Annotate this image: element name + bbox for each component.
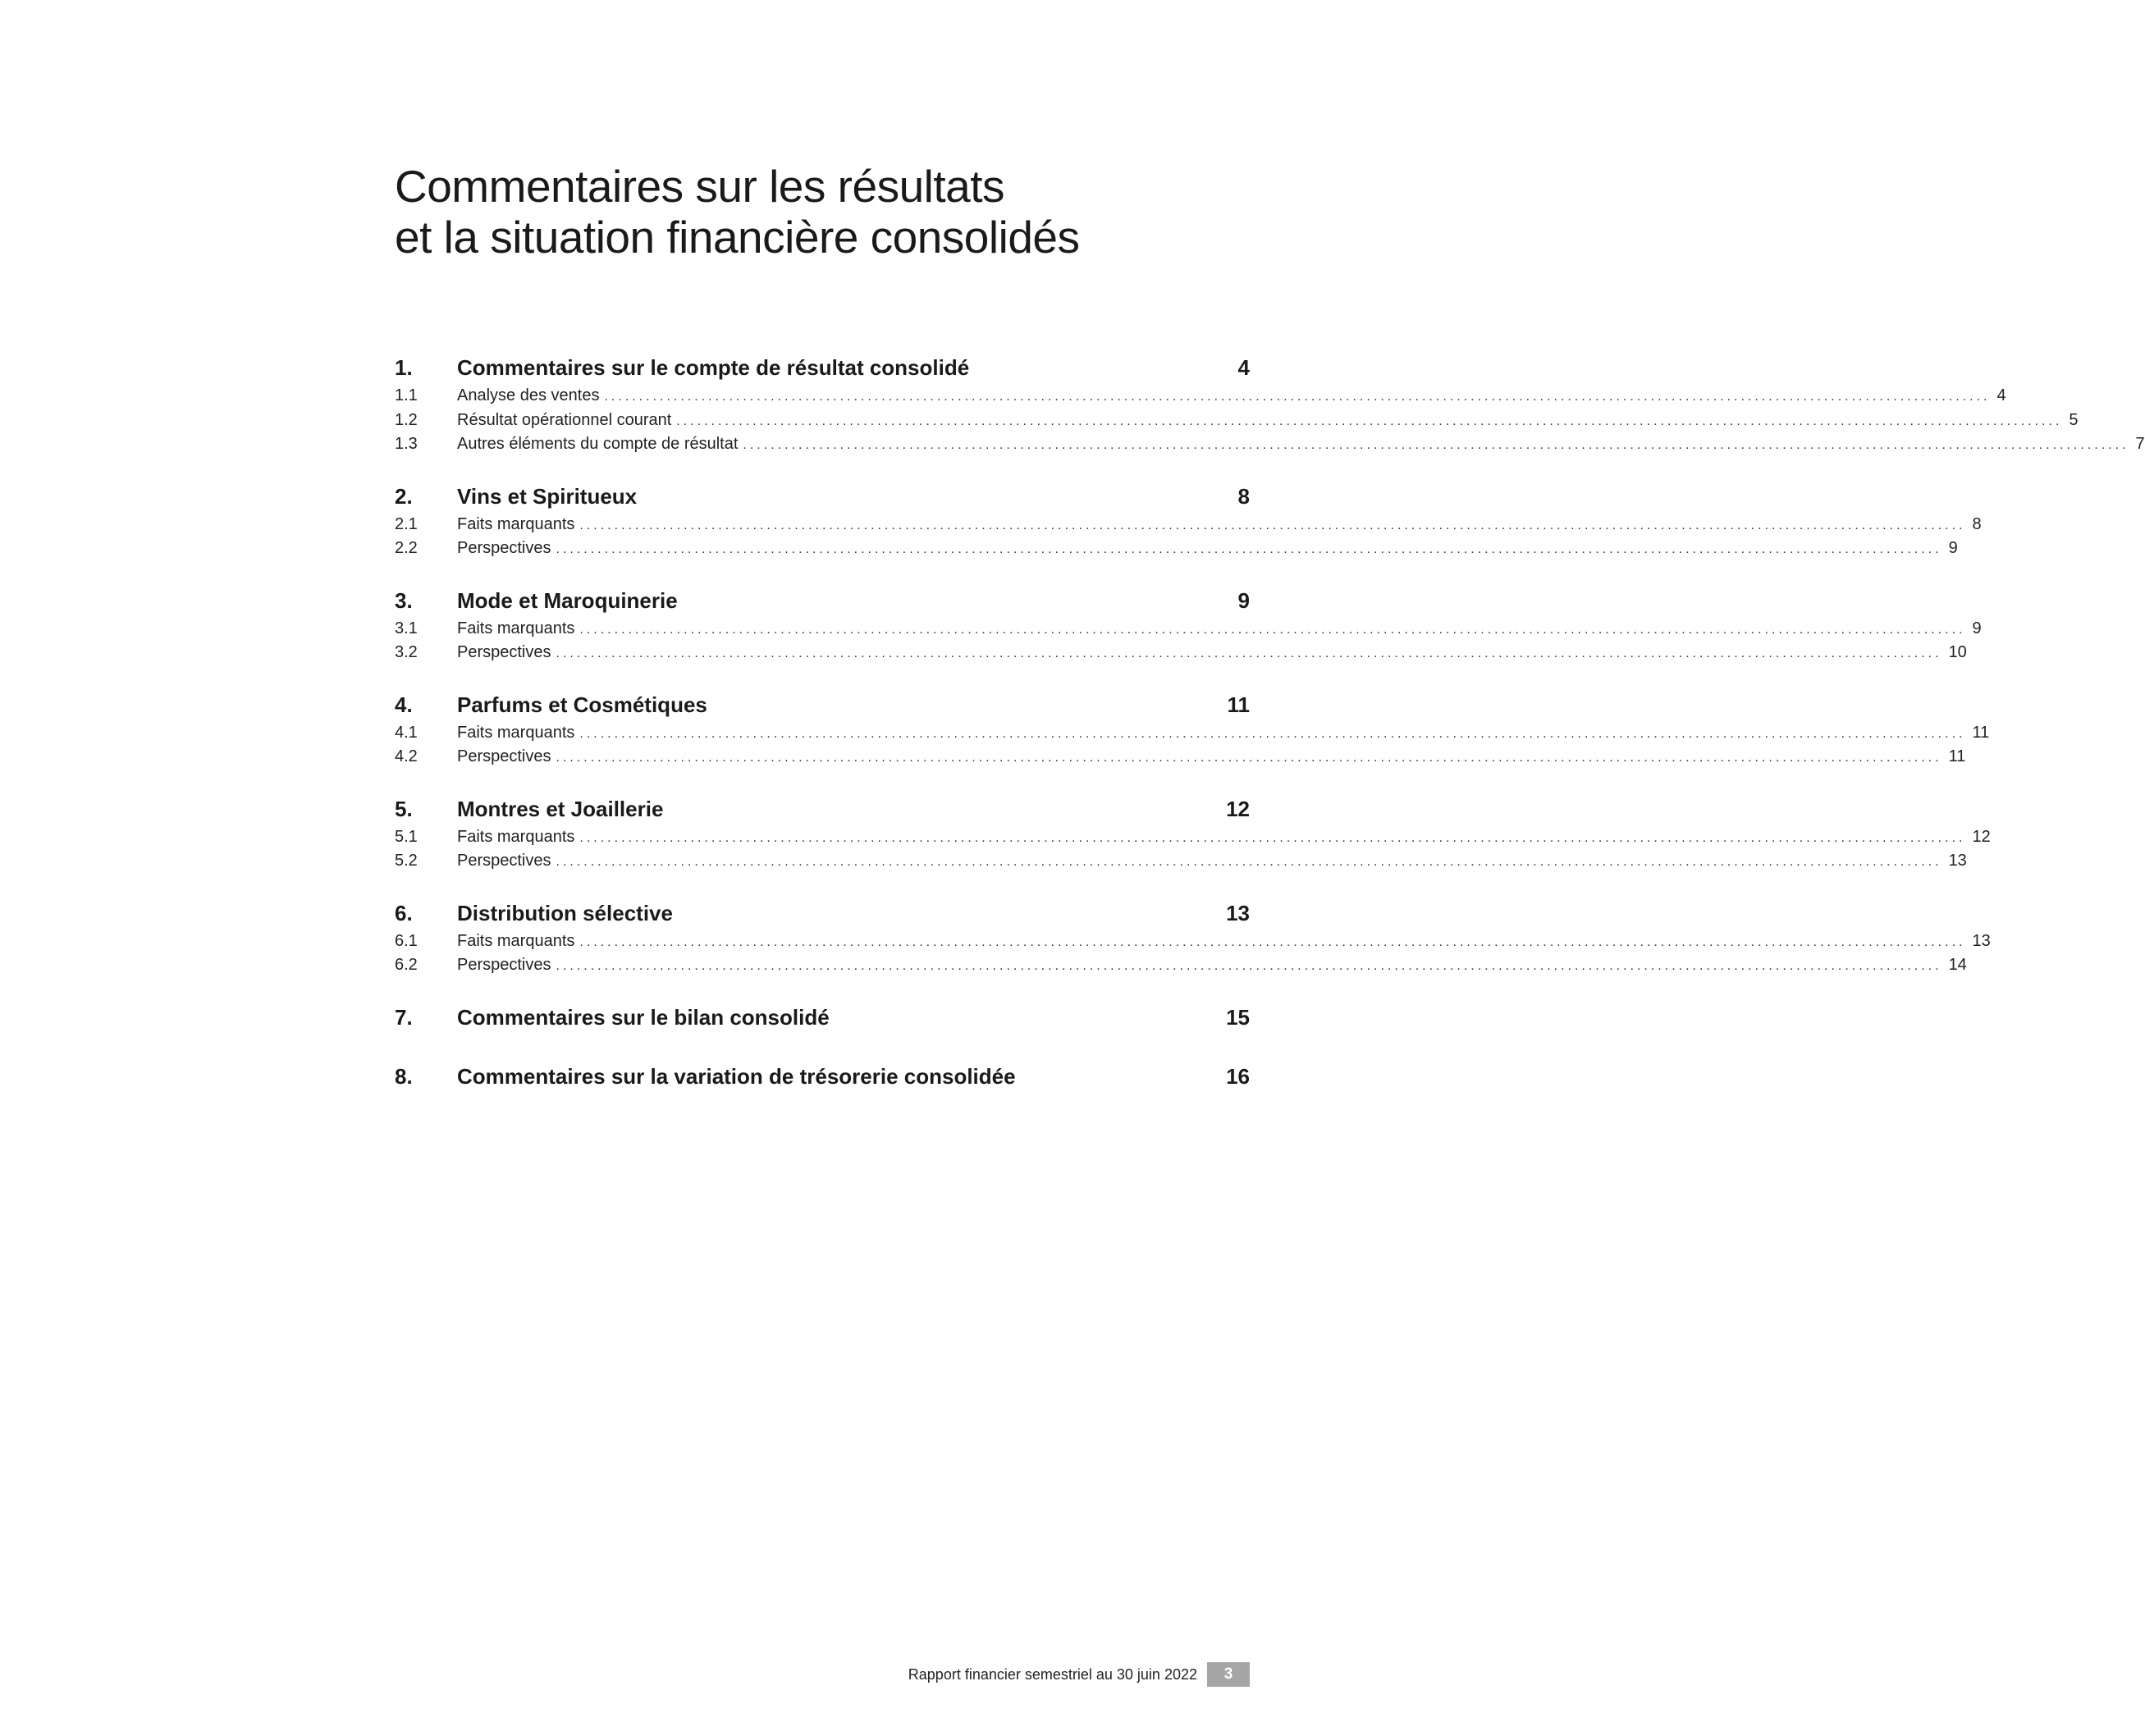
section-title: Commentaires sur le bilan consolidé	[457, 1004, 830, 1030]
entry-title: Résultat opérationnel courant	[457, 410, 672, 429]
dot-leader: ........................................................................................................................................................................................................	[604, 390, 1991, 404]
entry-title: Faits marquants	[457, 514, 575, 533]
toc-section-heading[interactable]	[395, 584, 1250, 617]
toc-entry[interactable]	[395, 384, 2006, 409]
section-page-number: 12	[1226, 796, 1250, 821]
entry-number: 6.1	[395, 931, 418, 950]
entry-page-number: 9	[1972, 619, 1982, 637]
entry-number: 3.2	[395, 643, 418, 661]
toc-section-5	[395, 793, 1991, 874]
toc-section-6	[395, 897, 1991, 978]
page-title	[395, 161, 1080, 263]
dot-leader: ........................................................................................................................................................................................................	[743, 438, 2129, 452]
toc-section-heading[interactable]	[395, 793, 1250, 825]
toc-section-7	[395, 1001, 1250, 1034]
entry-page-number: 13	[1948, 852, 1967, 870]
entry-number: 1.3	[395, 435, 418, 453]
section-page-number: 13	[1226, 900, 1250, 925]
entry-title: Perspectives	[457, 956, 551, 974]
section-page-number: 16	[1226, 1063, 1250, 1089]
entry-title: Faits marquants	[457, 723, 575, 742]
entry-number: 2.1	[395, 514, 418, 533]
entry-page-number: 5	[2069, 410, 2079, 429]
entry-number: 1.2	[395, 410, 418, 429]
footer-page-number: 3	[1207, 1662, 1250, 1687]
entry-page-number: 13	[1972, 931, 1991, 950]
section-number: 8.	[395, 1063, 413, 1089]
entry-page-number: 12	[1972, 827, 1991, 846]
toc-section-8	[395, 1060, 1250, 1093]
section-number: 4.	[395, 692, 413, 717]
toc-section-heading[interactable]	[395, 480, 1250, 513]
toc-section-3	[395, 584, 1982, 665]
dot-leader: ........................................................................................................................................................................................................	[579, 726, 1966, 741]
toc-entry[interactable]	[395, 825, 1991, 850]
entry-page-number: 8	[1972, 514, 1982, 533]
toc-entry[interactable]	[395, 930, 1991, 954]
toc-section-1	[395, 351, 2145, 457]
entry-number: 4.2	[395, 747, 418, 765]
dot-leader: ........................................................................................................................................................................................................	[579, 830, 1966, 845]
entry-number: 3.1	[395, 619, 418, 637]
entry-page-number: 10	[1948, 643, 1967, 661]
toc-entry[interactable]	[395, 617, 1982, 642]
toc-entry[interactable]	[395, 641, 1967, 665]
entry-number: 5.1	[395, 827, 418, 846]
section-number: 6.	[395, 900, 413, 925]
toc-entry[interactable]	[395, 513, 1982, 537]
toc-entry[interactable]	[395, 432, 2145, 457]
section-page-number: 8	[1237, 483, 1250, 509]
entry-page-number: 4	[1996, 386, 2006, 404]
entry-page-number: 14	[1948, 956, 1967, 974]
toc-section-heading[interactable]	[395, 1001, 1250, 1034]
toc-entry[interactable]	[395, 745, 1966, 770]
footer-report-title: Rapport financier semestriel au 30 juin 2022	[908, 1665, 1197, 1683]
dot-leader: ........................................................................................................................................................................................................	[556, 855, 1942, 869]
entry-page-number: 9	[1948, 539, 1958, 557]
section-title: Montres et Joaillerie	[457, 796, 664, 821]
entry-title: Faits marquants	[457, 619, 575, 637]
entry-title: Faits marquants	[457, 931, 575, 950]
toc-entry[interactable]	[395, 409, 2079, 433]
toc-entry[interactable]	[395, 849, 1967, 874]
toc-section-heading[interactable]	[395, 1060, 1250, 1093]
entry-number: 5.2	[395, 852, 418, 870]
entry-page-number: 7	[2135, 435, 2145, 453]
toc-section-4	[395, 688, 1990, 770]
toc-section-heading[interactable]	[395, 688, 1250, 721]
section-title: Commentaires sur le compte de résultat consolidé	[457, 355, 970, 380]
section-title: Mode et Maroquinerie	[457, 587, 678, 613]
section-number: 5.	[395, 796, 413, 821]
toc-section-2	[395, 480, 1982, 561]
section-number: 2.	[395, 483, 413, 509]
entry-title: Perspectives	[457, 539, 551, 557]
section-title: Commentaires sur la variation de trésorerie consolidée	[457, 1063, 1016, 1089]
dot-leader: ........................................................................................................................................................................................................	[676, 413, 2063, 428]
entry-title: Perspectives	[457, 643, 551, 661]
toc-entry[interactable]	[395, 537, 1958, 561]
dot-leader: ........................................................................................................................................................................................................	[556, 542, 1942, 556]
dot-leader: ........................................................................................................................................................................................................	[556, 751, 1942, 765]
entry-page-number: 11	[1948, 747, 1966, 765]
entry-number: 6.2	[395, 956, 418, 974]
entry-title: Perspectives	[457, 747, 551, 765]
dot-leader: ........................................................................................................................................................................................................	[579, 934, 1966, 949]
section-number: 7.	[395, 1004, 413, 1030]
section-page-number: 11	[1227, 692, 1250, 717]
entry-title: Faits marquants	[457, 827, 575, 846]
entry-number: 4.1	[395, 723, 418, 742]
table-of-contents	[395, 351, 2145, 1119]
section-page-number: 4	[1237, 355, 1250, 380]
page-title-line-1: Commentaires sur les résultats	[395, 161, 1005, 212]
entry-number: 1.1	[395, 386, 418, 404]
toc-section-heading[interactable]	[395, 897, 1250, 930]
section-title: Vins et Spiritueux	[457, 483, 638, 509]
section-page-number: 9	[1237, 587, 1250, 613]
dot-leader: ........................................................................................................................................................................................................	[556, 646, 1942, 660]
dot-leader: ........................................................................................................................................................................................................	[579, 622, 1966, 637]
toc-section-heading[interactable]	[395, 351, 1250, 384]
toc-entry[interactable]	[395, 721, 1990, 746]
dot-leader: ........................................................................................................................................................................................................	[556, 959, 1942, 973]
entry-title: Perspectives	[457, 852, 551, 870]
section-title: Parfums et Cosmétiques	[457, 692, 707, 717]
entry-number: 2.2	[395, 539, 418, 557]
section-page-number: 15	[1226, 1004, 1250, 1030]
entry-title: Analyse des ventes	[457, 386, 600, 404]
section-title: Distribution sélective	[457, 900, 673, 925]
dot-leader: ........................................................................................................................................................................................................	[579, 518, 1966, 532]
page-title-line-2: et la situation financière consolidés	[395, 212, 1080, 263]
entry-page-number: 11	[1972, 723, 1990, 742]
page-footer	[908, 1662, 1250, 1687]
section-number: 3.	[395, 587, 413, 613]
toc-entry[interactable]	[395, 953, 1967, 978]
entry-title: Autres éléments du compte de résultat	[457, 435, 739, 453]
section-number: 1.	[395, 355, 413, 380]
